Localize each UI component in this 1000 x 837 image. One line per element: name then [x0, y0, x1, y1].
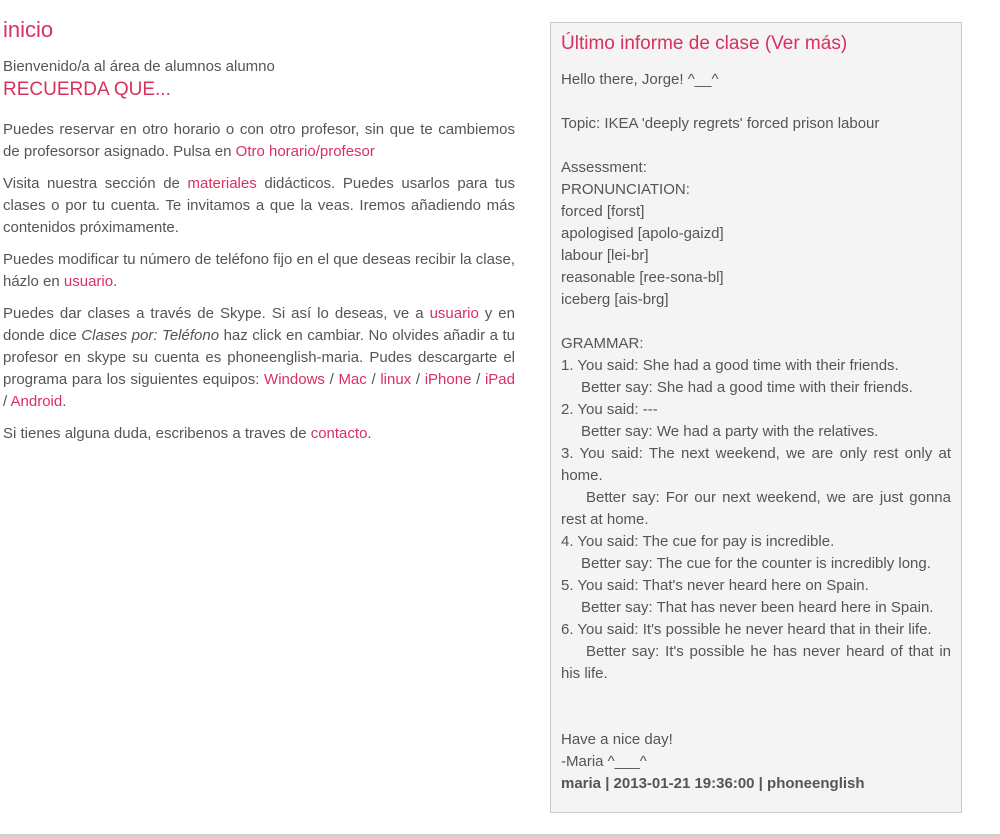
report-signature: -Maria ^___^ [561, 753, 647, 770]
paragraph-materials-post: didácticos. Puedes usarlos para tus clases o por tu cuenta. Te invitamos a que la veas. Iremos añadiendo más contenidos próximamente. [3, 175, 516, 236]
pronunciation-item: forced [forst] [561, 203, 645, 220]
report-title [561, 31, 951, 57]
grammar-better: Better say: For our next weekend, we are just gonna rest at home. [561, 489, 951, 528]
paragraph-phone-text: Puedes modificar tu número de teléfono fijo en el que deseas recibir la clase, házlo en [3, 251, 515, 290]
grammar-said: 2. You said: --- [561, 401, 658, 418]
paragraph-schedule [3, 119, 515, 163]
other-schedule-link[interactable]: Otro horario/profesor [235, 143, 375, 160]
paragraph-materials-pre: Visita nuestra sección de [3, 175, 188, 192]
grammar-said: 3. You said: The next weekend, we are only rest only at home. [561, 445, 951, 484]
paragraph-contact [3, 423, 515, 445]
pronunciation-item: apologised [apolo-gaizd] [561, 225, 724, 242]
user-link-skype[interactable]: usuario [429, 305, 479, 322]
grammar-better: Better say: We had a party with the relatives. [581, 423, 879, 440]
class-report-panel [550, 22, 962, 813]
main-content [3, 14, 515, 455]
pronunciation-item: reasonable [ree-sona-bl] [561, 269, 724, 286]
page-title: inicio [3, 17, 54, 42]
see-more-link[interactable]: (Ver más) [764, 33, 848, 54]
separator: / [471, 371, 485, 388]
grammar-said: 4. You said: The cue for pay is incredible. [561, 533, 835, 550]
grammar-better: Better say: The cue for the counter is incredibly long. [581, 555, 931, 572]
classes-by-phone-text: Clases por: Teléfono [81, 327, 220, 344]
report-topic: Topic: IKEA 'deeply regrets' forced prison labour [561, 115, 880, 132]
paragraph-contact-post: . [367, 425, 372, 442]
pronunciation-item: iceberg [ais-brg] [561, 291, 669, 308]
paragraph-schedule-text: Puedes reservar en otro horario o con otro profesor, sin que te cambiemos de profesorsor asignado. Pulsa en [3, 121, 515, 160]
paragraph-skype-post: haz click en cambiar. No olvides añadir a tu profesor en skype su cuenta es phoneenglish-maria. Pudes descargarte el programa para los siguientes equipos: [3, 327, 515, 388]
pronunciation-item: labour [lei-br] [561, 247, 649, 264]
paragraph-skype-mid: y en donde dice [3, 305, 515, 344]
iphone-download-link[interactable]: iPhone [424, 371, 472, 388]
user-link[interactable]: usuario [63, 273, 114, 290]
report-body [561, 69, 951, 795]
grammar-better: Better say: It's possible he has never heard of that in his life. [561, 643, 951, 682]
assessment-label: Assessment: [561, 159, 647, 176]
report-closing: Have a nice day! [561, 731, 673, 748]
separator: / [411, 371, 425, 388]
paragraph-phone-post: . [113, 273, 118, 290]
welcome-text: Bienvenido/a al área de alumnos alumno [3, 58, 275, 75]
separator: / [366, 371, 381, 388]
report-footer: maria | 2013-01-21 19:36:00 | phoneenglish [561, 775, 865, 792]
mac-download-link[interactable]: Mac [338, 371, 367, 388]
contact-link[interactable]: contacto [310, 425, 368, 442]
paragraph-skype-pre: Puedes dar clases a través de Skype. Si así lo deseas, ve a [3, 305, 430, 322]
paragraph-skype [3, 303, 515, 413]
paragraph-skype-end: . [62, 393, 67, 410]
pronunciation-label: PRONUNCIATION: [561, 181, 690, 198]
report-greeting: Hello there, Jorge! ^__^ [561, 71, 719, 88]
ipad-download-link[interactable]: iPad [484, 371, 515, 388]
grammar-better: Better say: That has never been heard here in Spain. [581, 599, 934, 616]
separator: / [324, 371, 339, 388]
windows-download-link[interactable]: Windows [264, 371, 325, 388]
grammar-better: Better say: She had a good time with their friends. [581, 379, 913, 396]
paragraph-contact-text: Si tienes alguna duda, escribenos a traves de [3, 425, 311, 442]
android-download-link[interactable]: Android [10, 393, 63, 410]
separator: / [3, 393, 11, 410]
paragraph-phone [3, 249, 515, 293]
grammar-said: 6. You said: It's possible he never heard that in their life. [561, 621, 932, 638]
materials-link[interactable]: materiales [187, 175, 257, 192]
report-title-text: Último informe de clase [561, 33, 760, 54]
grammar-label: GRAMMAR: [561, 335, 644, 352]
reminder-heading: RECUERDA QUE... [3, 79, 171, 100]
linux-download-link[interactable]: linux [380, 371, 412, 388]
grammar-said: 5. You said: That's never heard here on Spain. [561, 577, 869, 594]
paragraph-materials [3, 173, 515, 239]
grammar-said: 1. You said: She had a good time with their friends. [561, 357, 899, 374]
